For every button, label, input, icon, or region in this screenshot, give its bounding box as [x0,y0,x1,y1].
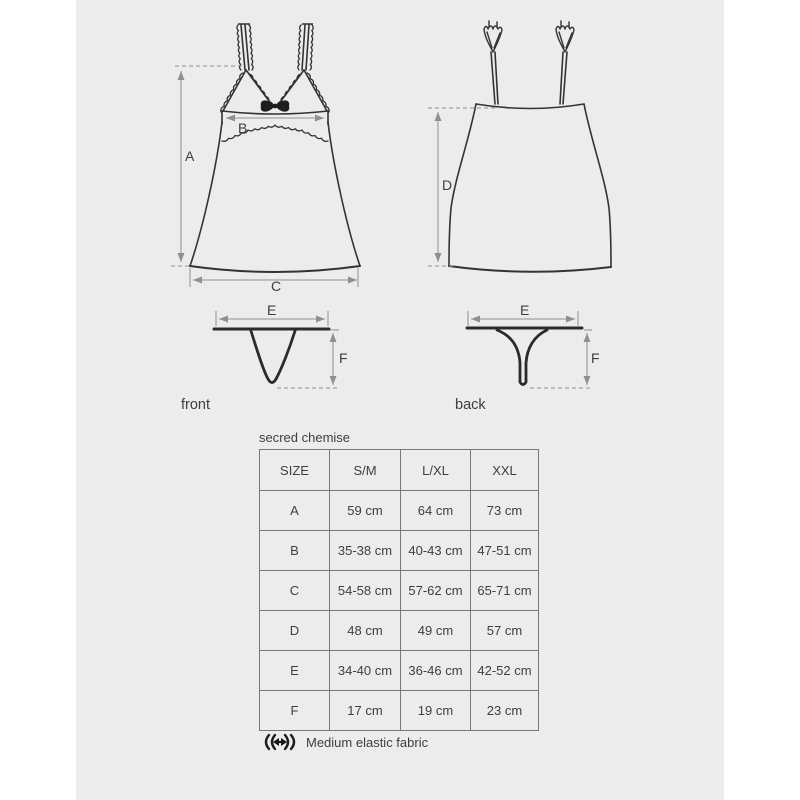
dim-label-B: B [238,120,248,136]
dim-label-E-front: E [267,302,277,318]
bow-icon [261,100,290,111]
row-label: A [260,491,330,531]
dim-label-E-back: E [520,302,530,318]
elasticity-icon [261,733,299,751]
table-row [260,651,539,691]
thong-back-shape [497,330,547,385]
row-label: F [260,691,330,731]
size-cell: 73 cm [471,491,539,531]
row-label: E [260,651,330,691]
front-view-label: front [181,397,211,413]
header-row [260,450,539,491]
lace-strap-top [484,21,502,52]
size-cell: 57-62 cm [401,571,471,611]
size-cell: 59 cm [330,491,401,531]
body-side [584,104,611,266]
chemise-back-drawing [449,21,611,272]
fabric-note [261,731,428,753]
strap-line [241,25,245,70]
strap-line [563,52,567,104]
lace-scallop-edge [310,25,313,70]
size-table [259,449,539,731]
size-cell: 42-52 cm [471,651,539,691]
lace-scallop-edge [298,25,301,70]
size-table-head [260,450,539,491]
size-cell: 48 cm [330,611,401,651]
strap-line [560,52,563,104]
size-cell: 64 cm [401,491,471,531]
thong-front-shape [251,331,295,383]
size-cell: 23 cm [471,691,539,731]
body-side [190,122,222,266]
dim-label-F-front: F [339,350,348,366]
size-cell: 49 cm [401,611,471,651]
strap-line [491,52,495,104]
dim-label-C: C [271,278,282,294]
column-header: S/M [330,450,401,491]
lace-scallop-edge [249,25,253,70]
size-cell: 65-71 cm [471,571,539,611]
table-row [260,571,539,611]
dim-label-F-back: F [591,350,600,366]
body-side [449,104,476,266]
size-cell: 54-58 cm [330,571,401,611]
size-chart-title: secred chemise [259,430,351,445]
lace-strap-top [556,21,574,52]
dim-label-A: A [185,148,195,164]
back-view-label: back [455,397,486,413]
fabric-note-label: Medium elastic fabric [306,734,429,750]
cup-edge [304,70,327,111]
thong-front-drawing [214,329,329,383]
strap-line [245,25,249,70]
table-row [260,531,539,571]
cup-edge [223,70,246,111]
chemise-front-drawing [190,24,360,272]
size-cell: 40-43 cm [401,531,471,571]
column-header: SIZE [260,450,330,491]
row-label: C [260,571,330,611]
size-cell: 34-40 cm [330,651,401,691]
cup-edge [278,70,304,105]
strap-line [306,25,309,70]
body-side [328,122,360,266]
cup-edge [246,70,272,105]
thong-back-drawing [467,328,582,385]
lace-scallop-edge [221,73,243,112]
strap-line [302,25,305,70]
table-row [260,491,539,531]
strap-line [495,52,498,104]
dimension-lines [171,66,592,388]
dim-label-D: D [442,177,453,193]
hem-edge [190,266,360,272]
size-cell: 19 cm [401,691,471,731]
size-cell: 47-51 cm [471,531,539,571]
column-header: L/XL [401,450,471,491]
row-label: D [260,611,330,651]
size-cell: 36-46 cm [401,651,471,691]
size-table-body [260,491,539,731]
column-header: XXL [471,450,539,491]
size-cell: 57 cm [471,611,539,651]
table-row [260,611,539,651]
hem-edge [449,266,611,272]
row-label: B [260,531,330,571]
size-cell: 17 cm [330,691,401,731]
size-cell: 35-38 cm [330,531,401,571]
band-top-edge [222,111,328,114]
lace-scallop-edge [307,73,329,112]
lace-scallop-edge [237,25,241,70]
table-row [260,691,539,731]
